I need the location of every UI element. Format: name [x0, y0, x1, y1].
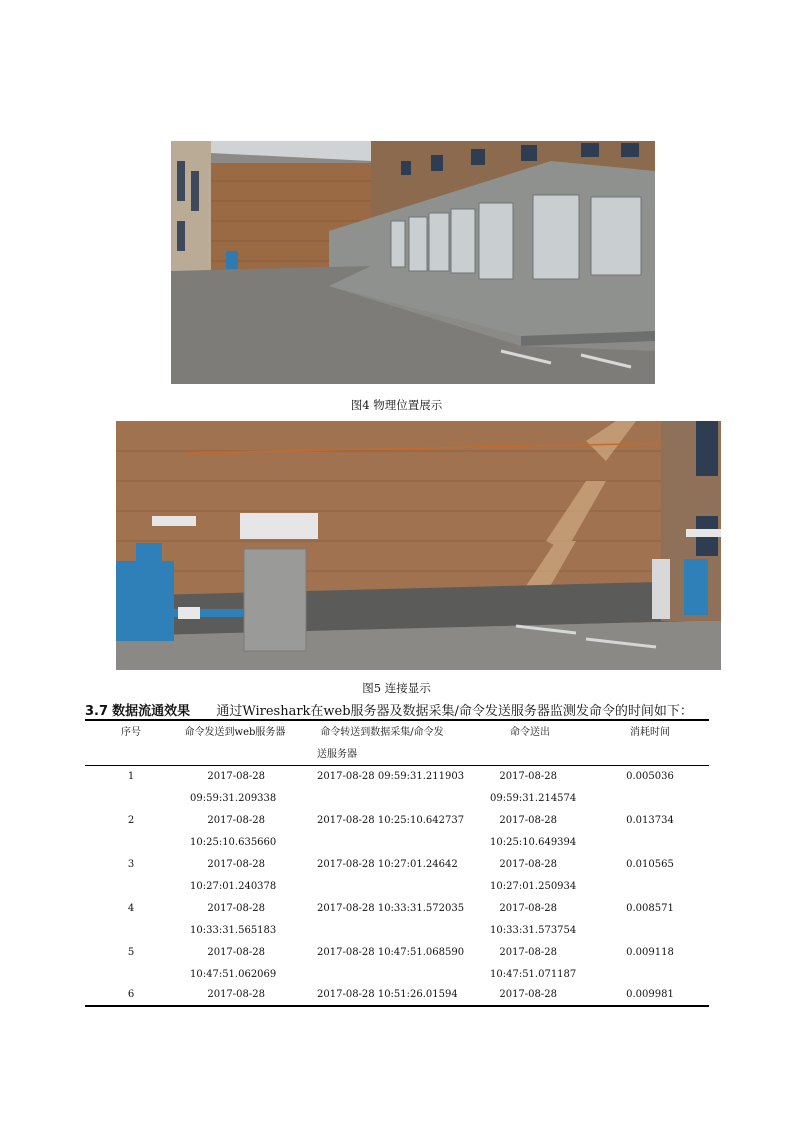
header-elapsed: 消耗时间 — [630, 727, 670, 738]
table-cell-sent-date: 2017-08-28 — [207, 771, 265, 782]
table-cell-sent-time: 10:47:51.062069 — [190, 969, 277, 980]
figure-5-image — [116, 421, 721, 670]
table-cell-sent-date: 2017-08-28 — [207, 859, 265, 870]
table-cell-out-time: 10:27:01.250934 — [490, 881, 577, 892]
table-cell-out-date: 2017-08-28 — [499, 859, 557, 870]
figure-4-caption: 图4 物理位置展示 — [350, 398, 443, 412]
table-top-rule — [85, 719, 709, 721]
table-cell-out-time: 10:33:31.573754 — [490, 925, 577, 936]
figure-5-caption: 图5 连接显示 — [362, 681, 431, 695]
table-cell-seq: 4 — [127, 903, 135, 914]
table-cell-forwarded: 2017-08-28 10:47:51.068590 — [317, 947, 465, 958]
table-cell-elapsed: 0.009118 — [626, 947, 674, 958]
table-cell-forwarded: 2017-08-28 10:51:26.01594 — [317, 989, 458, 1000]
table-cell-sent-time: 10:33:31.565183 — [190, 925, 277, 936]
header-forwarded-cont: 送服务器 — [317, 749, 357, 760]
table-cell-sent-date: 2017-08-28 — [207, 989, 265, 1000]
table-cell-out-date: 2017-08-28 — [499, 903, 557, 914]
table-cell-out-time: 10:25:10.649394 — [490, 837, 577, 848]
table-cell-sent-date: 2017-08-28 — [207, 903, 265, 914]
table-cell-sent-time: 09:59:31.209338 — [190, 793, 277, 804]
table-header-rule — [85, 765, 709, 766]
table-cell-forwarded: 2017-08-28 10:25:10.642737 — [317, 815, 465, 826]
table-cell-out-time: 10:47:51.071187 — [490, 969, 577, 980]
section-3-7 — [85, 700, 693, 719]
table-cell-seq: 3 — [127, 859, 135, 870]
table-cell-sent-time: 10:25:10.635660 — [190, 837, 277, 848]
table-cell-elapsed: 0.009981 — [626, 989, 674, 1000]
table-cell-seq: 6 — [127, 989, 135, 1000]
table-cell-sent-time: 10:27:01.240378 — [190, 881, 277, 892]
header-seq: 序号 — [121, 727, 141, 738]
table-cell-sent-date: 2017-08-28 — [207, 947, 265, 958]
header-sent-out: 命令送出 — [510, 727, 550, 738]
section-text: 通过Wireshark在web服务器及数据采集/命令发送服务器监测发命令的时间如下： — [216, 704, 693, 719]
table-cell-seq: 2 — [127, 815, 135, 826]
table-cell-out-date: 2017-08-28 — [499, 815, 557, 826]
header-forwarded: 命令转送到数据采集/命令发 — [320, 727, 444, 738]
section-heading: 数据流通效果 — [112, 704, 191, 719]
table-cell-elapsed: 0.010565 — [626, 859, 674, 870]
table-cell-elapsed: 0.005036 — [626, 771, 674, 782]
table-cell-seq: 1 — [127, 771, 135, 782]
table-cell-out-date: 2017-08-28 — [499, 947, 557, 958]
header-sent-to-web: 命令发送到web服务器 — [184, 727, 286, 738]
table-cell-out-time: 09:59:31.214574 — [490, 793, 577, 804]
section-number: 3.7 — [85, 704, 109, 719]
figure-4-image — [171, 141, 655, 384]
table-bottom-rule — [85, 1005, 709, 1007]
table-cell-forwarded: 2017-08-28 10:27:01.24642 — [317, 859, 458, 870]
table-cell-out-date: 2017-08-28 — [499, 989, 557, 1000]
table-cell-elapsed: 0.008571 — [626, 903, 674, 914]
table-cell-seq: 5 — [127, 947, 135, 958]
table-cell-elapsed: 0.013734 — [626, 815, 674, 826]
table-cell-sent-date: 2017-08-28 — [207, 815, 265, 826]
table-cell-forwarded: 2017-08-28 10:33:31.572035 — [317, 903, 465, 914]
table-cell-forwarded: 2017-08-28 09:59:31.211903 — [317, 771, 465, 782]
table-cell-out-date: 2017-08-28 — [499, 771, 557, 782]
